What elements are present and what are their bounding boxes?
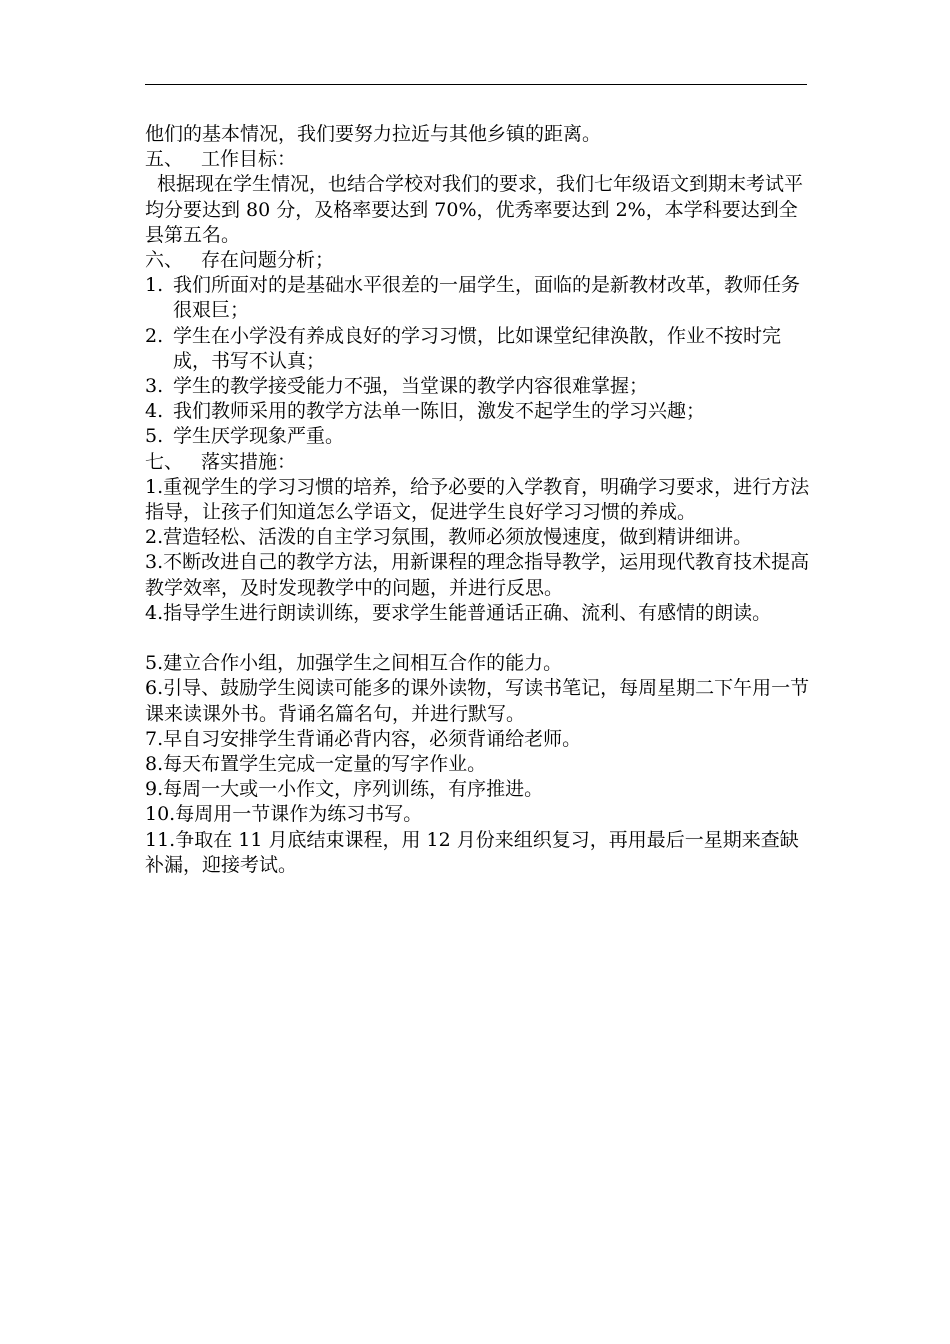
measure-item: 2.营造轻松、活泼的自主学习氛围，教师必须放慢速度，做到精讲细讲。	[145, 526, 753, 549]
blank-line	[145, 626, 811, 651]
section-title: 落实措施：	[201, 450, 297, 473]
list-item	[145, 273, 811, 323]
list-item-text: 学生厌学现象严重。	[173, 425, 345, 448]
list-marker: 1.	[145, 274, 164, 297]
section-number: 七、	[145, 450, 184, 473]
measure-item: 3.不断改进自己的教学方法，用新课程的理念指导教学，运用现代教育技术提高教学效率，及时发现教学中的问题，并进行反思。	[145, 551, 810, 599]
measure-item: 11.争取在 11 月底结束课程，用 12 月份来组织复习，再用最后一星期来查缺补漏，迎接考试。	[145, 828, 799, 876]
list-item-text: 学生在小学没有养成良好的学习习惯，比如课堂纪律涣散，作业不按时完成，书写不认真；	[173, 324, 782, 372]
measure-item: 10.每周用一节课作为练习书写。	[145, 803, 423, 826]
list-marker: 5.	[145, 425, 164, 448]
section-heading-measures	[145, 450, 811, 475]
list-marker: 4.	[145, 400, 164, 423]
section-number: 五、	[145, 148, 184, 171]
section-heading-problems	[145, 248, 811, 273]
section-title: 工作目标：	[201, 148, 297, 171]
header-rule	[145, 84, 807, 85]
list-item	[145, 374, 811, 399]
measure-item: 6.引导、鼓励学生阅读可能多的课外读物，写读书笔记，每周星期二下午用一节课来读课外书。背诵名篇名句，并进行默写。	[145, 677, 810, 725]
section-title: 存在问题分析；	[201, 249, 335, 272]
problems-list	[145, 273, 811, 449]
measure-item: 1.重视学生的学习习惯的培养，给予必要的入学教育，明确学习要求，进行方法指导，让孩子们知道怎么学语文，促进学生良好学习习惯的养成。	[145, 475, 810, 524]
measure-item: 5.建立合作小组，加强学生之间相互合作的能力。	[145, 652, 563, 675]
document-body	[145, 122, 811, 878]
list-marker: 2.	[145, 324, 164, 347]
measure-item: 7.早自习安排学生背诵必背内容，必须背诵给老师。	[145, 727, 582, 750]
list-item-text: 我们教师采用的教学方法单一陈旧，激发不起学生的学习兴趣；	[173, 400, 706, 423]
list-item	[145, 399, 811, 424]
list-marker: 3.	[145, 375, 164, 398]
measure-item: 4.指导学生进行朗读训练，要求学生能普通话正确、流利、有感情的朗读。	[145, 601, 772, 624]
goals-paragraph: 根据现在学生情况，也结合学校对我们的要求，我们七年级语文到期末考试平均分要达到 80 分，及格率要达到 70%，优秀率要达到 2%，本学科要达到全县第五名。	[145, 173, 804, 246]
continuation-paragraph: 他们的基本情况，我们要努力拉近与其他乡镇的距离。	[145, 123, 602, 145]
measure-item: 9.每周一大或一小作文，序列训练，有序推进。	[145, 778, 544, 801]
list-item-text: 学生的教学接受能力不强，当堂课的教学内容很难掌握；	[173, 375, 649, 398]
list-item	[145, 324, 811, 374]
section-heading-goals	[145, 147, 811, 172]
list-item-text: 我们所面对的是基础水平很差的一届学生，面临的是新教材改革，教师任务很艰巨；	[173, 274, 801, 322]
section-number: 六、	[145, 249, 184, 272]
measure-item: 8.每天布置学生完成一定量的写字作业。	[145, 753, 487, 776]
list-item	[145, 424, 811, 449]
